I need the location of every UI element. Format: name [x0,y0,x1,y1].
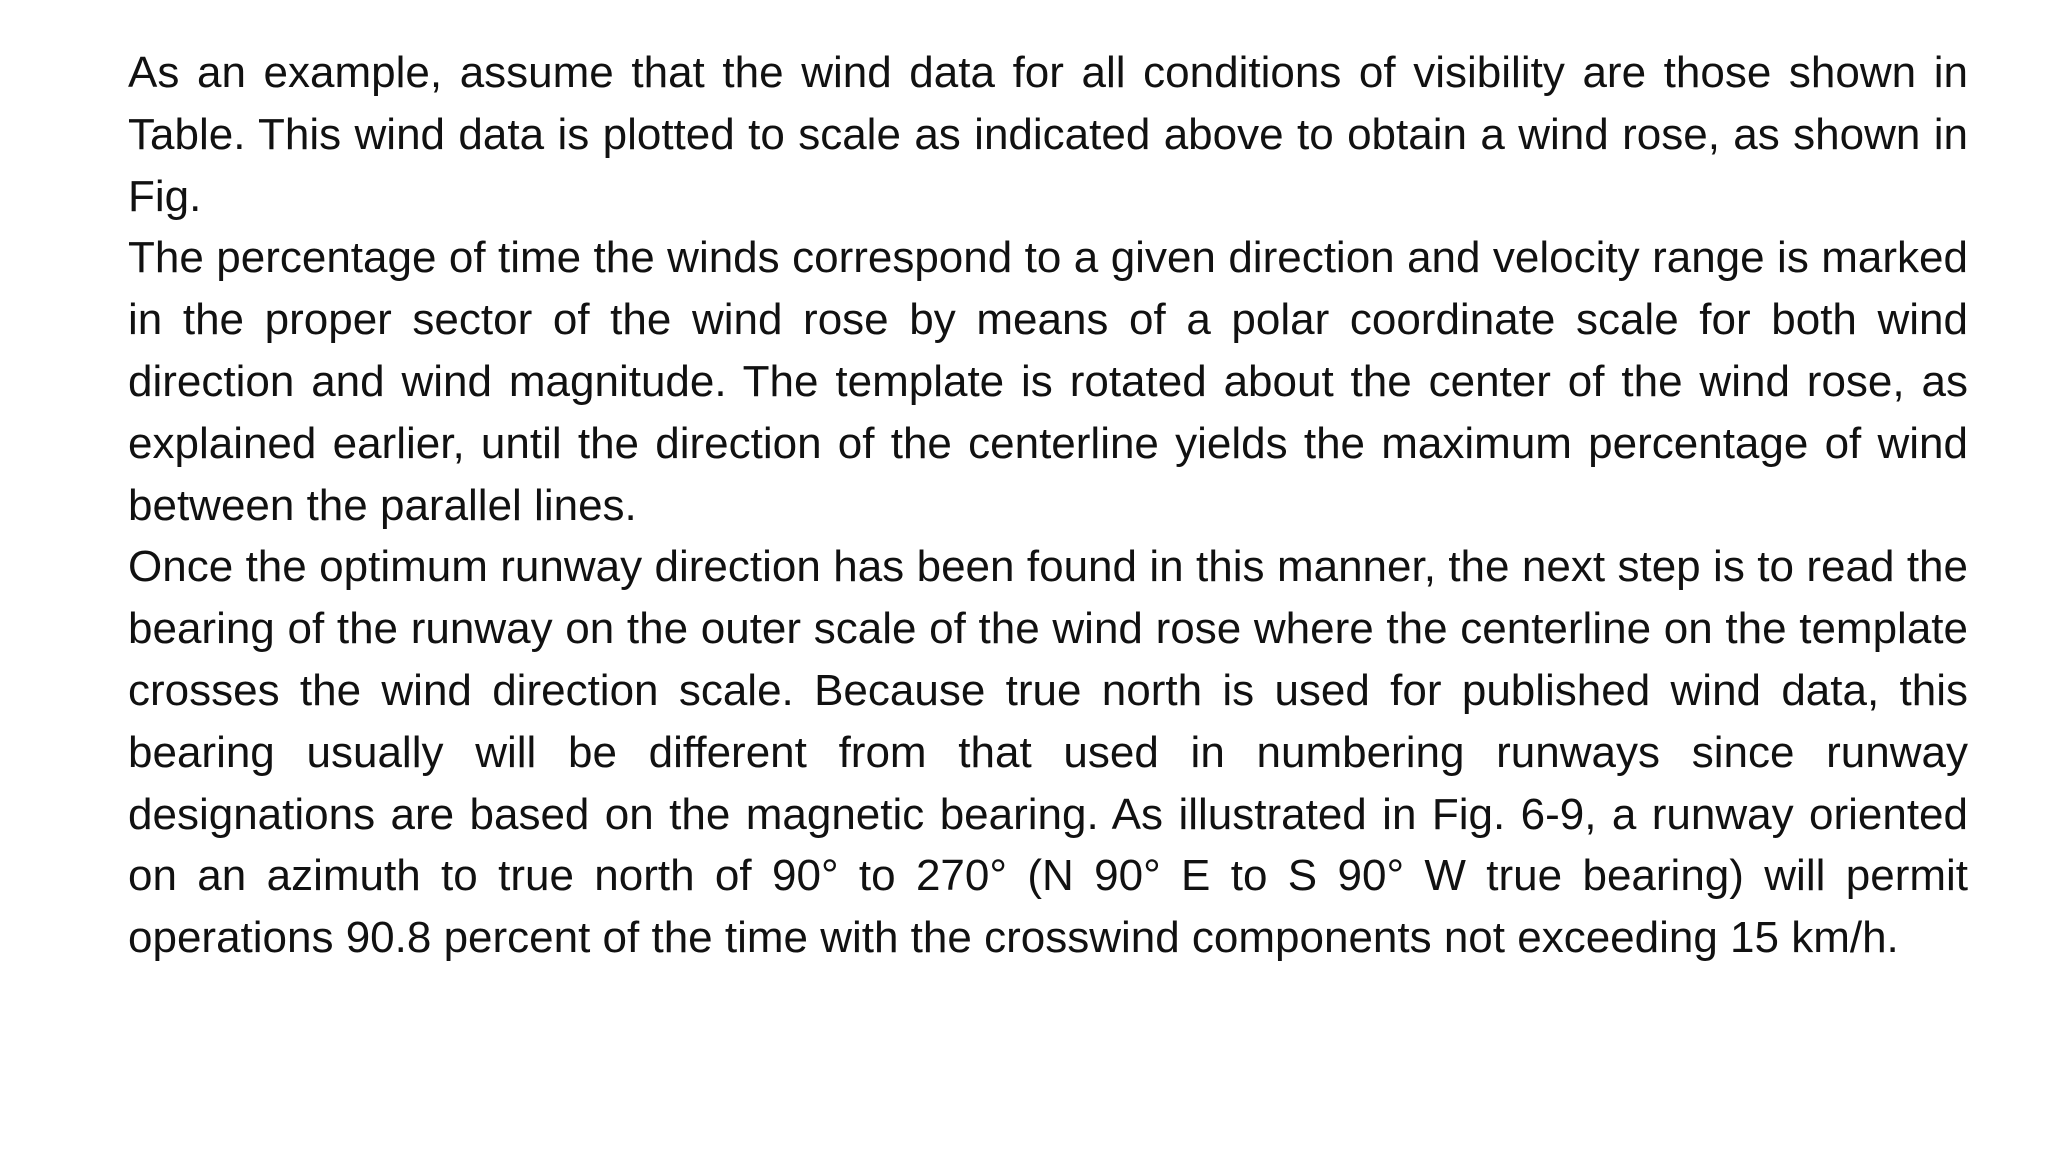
paragraph-template-rotation: The percentage of time the winds correspond to a given direction and velocity range is marked in the proper sector of the wind rose by means of a polar coordinate scale for both wind direction and wind magnitude. The template is rotated about the center of the wind rose, as explained earlier, until the direction of the centerline yields the maximum percentage of wind between the parallel lines. [128,233,1968,530]
body-text [128,42,1968,969]
paragraph-runway-bearing: Once the optimum runway direction has been found in this manner, the next step is to read the bearing of the runway on the outer scale of the wind rose where the centerline on the template crosses the wind direction scale. Because true north is used for published wind data, this bearing usually will be different from that used in numbering runways since runway designations are based on the magnetic bearing. As illustrated in Fig. 6-9, a runway oriented on an azimuth to true north of 90° to 270° (N 90° E to S 90° W true bearing) will permit operations 90.8 percent of the time with the crosswind components not exceeding 15 km/h. [128,542,1968,963]
paragraph-wind-rose-example: As an example, assume that the wind data for all conditions of visibility are those shown in Table. This wind data is plotted to scale as indicated above to obtain a wind rose, as shown in Fig. [128,48,1968,221]
